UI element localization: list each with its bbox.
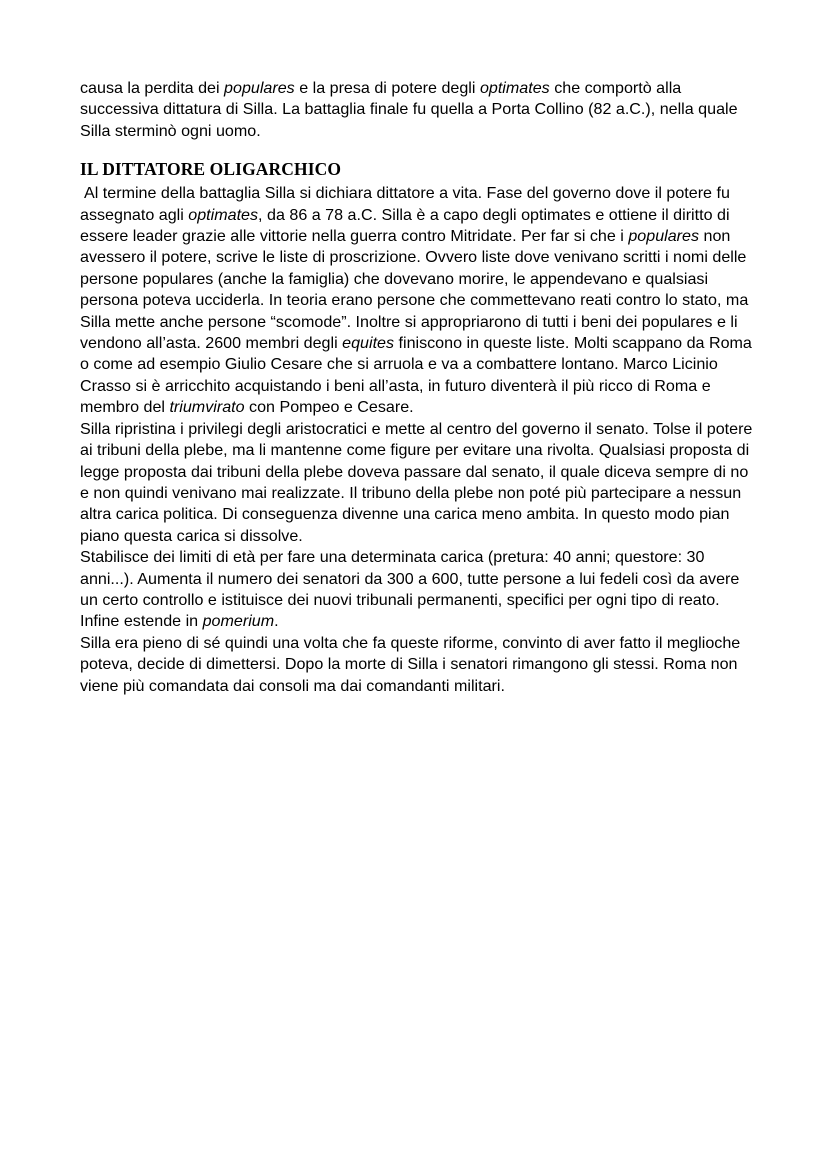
italic-term: optimates (479, 79, 550, 97)
text-run: . (274, 612, 279, 631)
intro-paragraph (80, 78, 760, 142)
text-run: finiscono in queste liste. Molti scappano da Roma o come ad esempio Giulio Cesare che si arruola e va a combattere lontano. Marco Licinio Crasso si è arricchito acquistando i beni all’asta, in futuro diventerà il più ricco di Roma e membro del (80, 334, 752, 417)
italic-term: populares (628, 227, 700, 246)
italic-term: triumvirato (169, 398, 245, 417)
text-run: causa la perdita dei (80, 79, 225, 97)
italic-term: equites (342, 334, 395, 353)
text-run: Stabilisce dei limiti di età per fare una determinata carica (pretura: 40 anni; questore: 30 anni...). Aumenta il numero dei senatori da 300 a 600, tutte persone a lui fedeli così da avere un certo controllo e istituisce dei nuovi tribunali permanenti, specifici per ogni tipo di reato. Infine estende in (80, 548, 740, 631)
section-heading: IL DITTATORE OLIGARCHICO (80, 159, 342, 180)
text-run: con Pompeo e Cesare. (244, 398, 414, 417)
text-run: che comportò alla successiva dittatura di Silla. La battaglia finale fu quella a Porta Collino (82 a.C.), nella quale Silla sterminò ogni uomo. (80, 79, 738, 140)
italic-term: pomerium (202, 612, 275, 631)
paragraph-proscriptions (80, 183, 760, 418)
text-run: non avessero il potere, scrive le liste di proscrizione. Ovvero liste dove venivano scritti i nomi delle persone populares (anche la famiglia) che dovevano morire, le appendevano e qualsiasi persona poteva ucciderla. In teoria erano persone che commettevano reati contro lo stato, ma Silla mette anche persone “scomode”. Inoltre si appropriarono di tutti i beni dei populares e li vendono all’asta. 2600 membri degli (80, 227, 749, 353)
paragraph-resignation: Silla era pieno di sé quindi una volta che fa queste riforme, convinto di aver fatto il meglioche poteva, decide di dimettersi. Dopo la morte di Silla i senatori rimangono gli stessi. Roma non viene più comandata dai consoli ma dai comandanti militari. (80, 633, 741, 695)
italic-term: optimates (188, 205, 259, 224)
text-run: Al termine della battaglia Silla si dichiara dittatore a vita. Fase del governo dove il potere fu assegnato agli (80, 184, 730, 224)
text-run: e la presa di potere degli (294, 79, 480, 97)
paragraph-age-limits (80, 547, 760, 633)
document-page (80, 78, 760, 697)
text-run: , da 86 a 78 a.C. Silla è a capo degli optimates e ottiene il diritto di essere leader grazie alle vittorie nella guerra contro Mitridate. Per far si che i (80, 205, 730, 246)
italic-term: populares (224, 79, 295, 97)
paragraph-senate: Silla ripristina i privilegi degli aristocratici e mette al centro del governo il senato. Tolse il potere ai tribuni della plebe, ma li mantenne come figure per evitare una rivolta. Qualsiasi proposta di legge proposta dai tribuni della plebe doveva passare dal senato, il quale diceva sempre di no e non quindi venivano mai realizzate. Il tribuno della plebe non poté più partecipare a nessun altra carica politica. Di conseguenza divenne una carica meno ambita. In questo modo pian piano questa carica si dissolve. (80, 419, 753, 545)
section-body (80, 183, 760, 697)
